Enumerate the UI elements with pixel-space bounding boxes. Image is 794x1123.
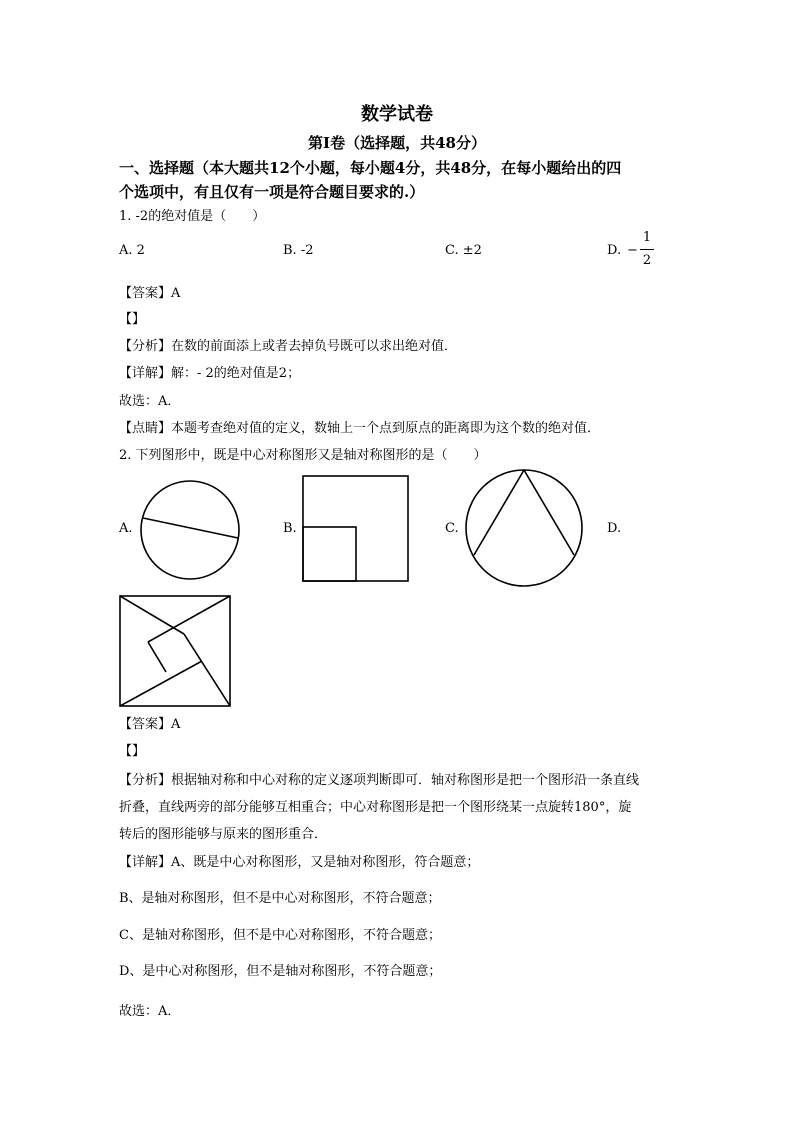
fraction-bar bbox=[640, 249, 654, 250]
q2-label-d: D. bbox=[607, 521, 622, 536]
page-title: 数学试卷 bbox=[361, 104, 433, 125]
q1-answer: 【答案】A bbox=[119, 286, 181, 301]
q2-label-b: B. bbox=[283, 521, 297, 536]
q1-analysis: 【分析】在数的前面添上或者去掉负号既可以求出绝对值． bbox=[119, 339, 458, 354]
q2-label-c: C. bbox=[445, 521, 459, 536]
question-1-stem: 1. -2的绝对值是（ ） bbox=[119, 209, 266, 224]
q2-bracket: 【】 bbox=[119, 744, 146, 759]
q1-detail: 【详解】解：- 2的绝对值是2； bbox=[119, 366, 301, 381]
q1-comment: 【点睛】本题考查绝对值的定义，数轴上一个点到原点的距离即为这个数的绝对值． bbox=[119, 421, 601, 436]
q2-analysis-line3: 转后的图形能够与原来的图形重合． bbox=[119, 827, 328, 842]
q1-bracket: 【】 bbox=[119, 312, 146, 327]
q2-detail-a: 【详解】A、既是中心对称图形，又是轴对称图形，符合题意； bbox=[119, 855, 480, 870]
q2-analysis-line1: 【分析】根据轴对称和中心对称的定义逐项判断即可．轴对称图形是把一个图形沿一条直线 bbox=[119, 773, 640, 788]
q1-option-a: A. 2 bbox=[119, 243, 145, 258]
q2-detail-c: C、是轴对称图形，但不是中心对称图形，不符合题意； bbox=[119, 928, 441, 943]
q1-option-d-label: D. bbox=[607, 243, 622, 258]
q2-label-a: A. bbox=[119, 521, 133, 536]
q1-option-b: B. -2 bbox=[283, 243, 314, 258]
q2-analysis-line2: 折叠，直线两旁的部分能够互相重合；中心对称图形是把一个图形绕某一点旋转180°，旋 bbox=[119, 800, 632, 815]
figure-c-circle-inscribed-triangle bbox=[463, 467, 585, 589]
question-2-stem: 2. 下列图形中，既是中心对称图形又是轴对称图形的是（ ） bbox=[119, 448, 487, 463]
section-instructions-line2: 个选项中，有且仅有一项是符合题目要求的.） bbox=[119, 183, 425, 201]
figure-d-pinwheel-square bbox=[118, 594, 232, 708]
q1-option-d-numerator: 1 bbox=[642, 230, 652, 245]
section-instructions-line1: 一、选择题（本大题共12个小题，每小题4分，共48分，在每小题给出的四 bbox=[119, 159, 622, 177]
q2-answer: 【答案】A bbox=[119, 717, 181, 732]
q1-option-d-sign: − bbox=[627, 243, 638, 258]
q1-choose: 故选：A． bbox=[119, 394, 181, 409]
q1-option-d-denominator: 2 bbox=[642, 253, 652, 268]
q2-choose: 故选：A． bbox=[119, 1004, 181, 1019]
section-subtitle: 第Ⅰ卷（选择题，共48分） bbox=[308, 134, 486, 152]
q2-detail-d: D、是中心对称图形，但不是轴对称图形，不符合题意； bbox=[119, 964, 442, 979]
figure-a-circle-with-diameter bbox=[138, 478, 244, 582]
q2-detail-b: B、是轴对称图形，但不是中心对称图形，不符合题意； bbox=[119, 891, 441, 906]
figure-b-nested-squares bbox=[301, 474, 411, 584]
q1-option-c: C. ±2 bbox=[445, 243, 482, 258]
